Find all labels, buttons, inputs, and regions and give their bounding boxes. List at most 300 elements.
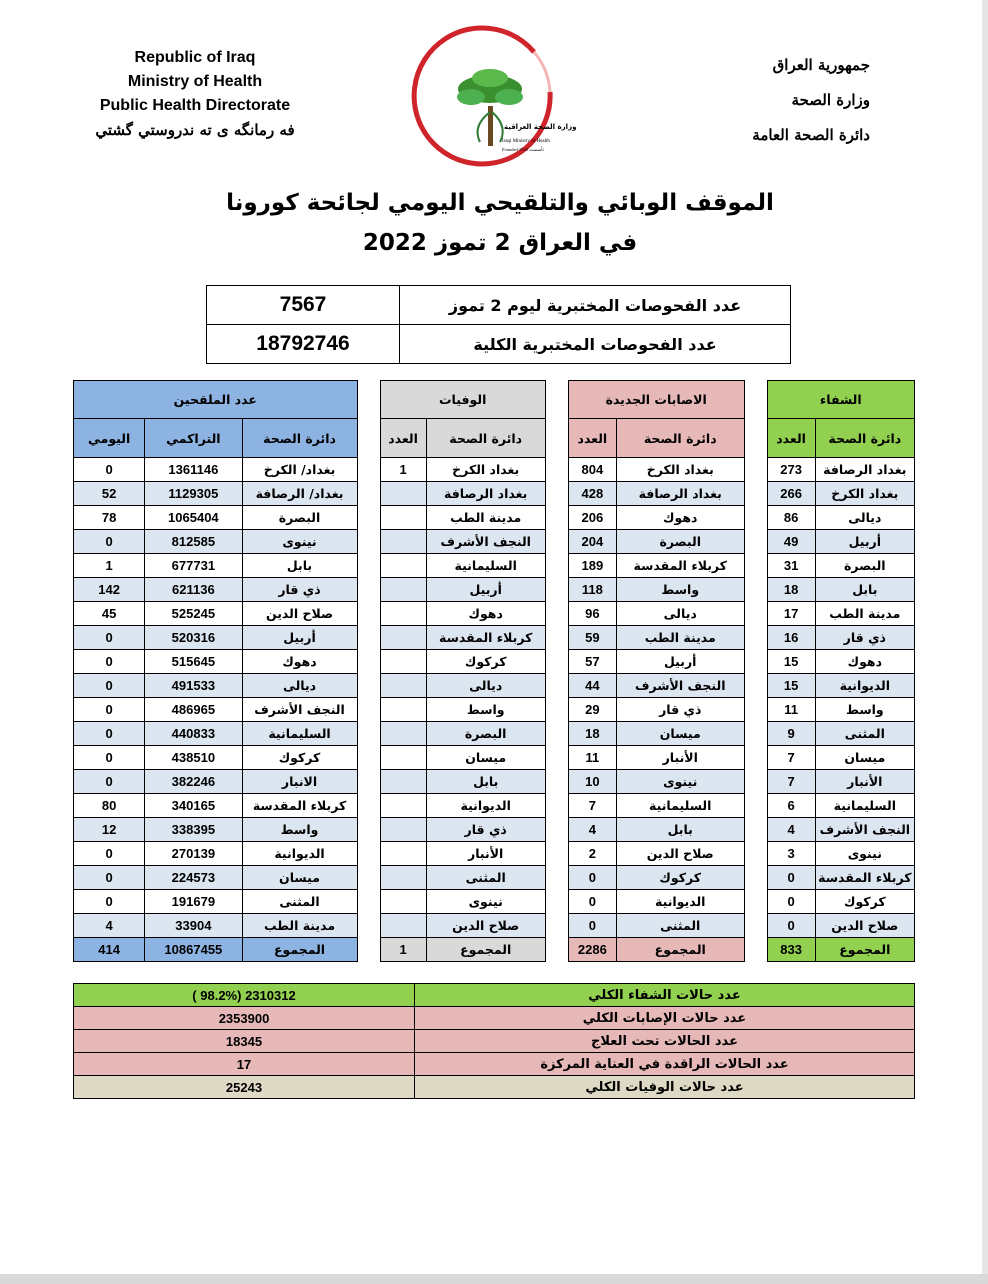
deaths-dept: البصرة bbox=[426, 722, 545, 746]
vacc-total-cumulative: 10867455 bbox=[145, 938, 242, 962]
cases-dept: السليمانية bbox=[616, 794, 744, 818]
table-row bbox=[74, 890, 915, 914]
column-gap bbox=[357, 746, 380, 770]
vacc-cumulative: 438510 bbox=[145, 746, 242, 770]
deaths-dept: بغداد الكرخ bbox=[426, 458, 545, 482]
deaths-count bbox=[380, 818, 426, 842]
column-gap bbox=[545, 866, 568, 890]
column-gap bbox=[545, 381, 568, 419]
column-gap bbox=[744, 554, 767, 578]
vacc-dept: النجف الأشرف bbox=[242, 698, 357, 722]
vacc-daily: 142 bbox=[74, 578, 145, 602]
summary-value: 2310312 (98.2% ) bbox=[74, 984, 415, 1007]
cases-count: 804 bbox=[568, 458, 616, 482]
deaths-dept: مدينة الطب bbox=[426, 506, 545, 530]
vacc-cumulative: 525245 bbox=[145, 602, 242, 626]
deaths-dept: ميسان bbox=[426, 746, 545, 770]
column-gap bbox=[744, 381, 767, 419]
cases-count: 2 bbox=[568, 842, 616, 866]
deaths-count bbox=[380, 794, 426, 818]
column-gap bbox=[744, 866, 767, 890]
deaths-count: 1 bbox=[380, 458, 426, 482]
col-recovery-dept: دائرة الصحة bbox=[815, 419, 914, 458]
summary-label: عدد الحالات الراقدة في العناية المركزة bbox=[415, 1053, 915, 1076]
recovery-dept: النجف الأشرف bbox=[815, 818, 914, 842]
logo-text-founded: Founded 1920 تأسست bbox=[502, 147, 544, 152]
summary-value: 2353900 bbox=[74, 1007, 415, 1030]
table-row bbox=[74, 650, 915, 674]
column-gap bbox=[545, 578, 568, 602]
recovery-dept: دهوك bbox=[815, 650, 914, 674]
deaths-count bbox=[380, 554, 426, 578]
deaths-count bbox=[380, 482, 426, 506]
cases-count: 10 bbox=[568, 770, 616, 794]
column-gap bbox=[744, 722, 767, 746]
header-ar-ministry: وزارة الصحة bbox=[791, 91, 870, 109]
section-new-cases: الاصابات الجديدة bbox=[568, 381, 744, 419]
table-row bbox=[74, 842, 915, 866]
column-gap bbox=[357, 650, 380, 674]
cases-count: 0 bbox=[568, 890, 616, 914]
recovery-count: 3 bbox=[767, 842, 815, 866]
table-row bbox=[74, 914, 915, 938]
table-row bbox=[74, 626, 915, 650]
vacc-daily: 0 bbox=[74, 674, 145, 698]
col-cases-dept: دائرة الصحة bbox=[616, 419, 744, 458]
deaths-count bbox=[380, 674, 426, 698]
page-edge bbox=[982, 0, 988, 1284]
deaths-dept: النجف الأشرف bbox=[426, 530, 545, 554]
table-row bbox=[74, 482, 915, 506]
recovery-count: 0 bbox=[767, 914, 815, 938]
column-gap bbox=[744, 506, 767, 530]
cases-count: 44 bbox=[568, 674, 616, 698]
summary-value: 25243 bbox=[74, 1076, 415, 1099]
cases-count: 0 bbox=[568, 866, 616, 890]
deaths-dept: بابل bbox=[426, 770, 545, 794]
column-gap bbox=[545, 602, 568, 626]
cases-dept: صلاح الدين bbox=[616, 842, 744, 866]
column-gap bbox=[545, 818, 568, 842]
vacc-dept: المثنى bbox=[242, 890, 357, 914]
table-row bbox=[74, 818, 915, 842]
cases-count: 18 bbox=[568, 722, 616, 746]
column-gap bbox=[357, 818, 380, 842]
table-row bbox=[74, 794, 915, 818]
column-gap bbox=[357, 482, 380, 506]
column-gap bbox=[545, 746, 568, 770]
cases-dept: كركوك bbox=[616, 866, 744, 890]
table-row bbox=[74, 674, 915, 698]
summary-label: عدد حالات الشفاء الكلي bbox=[415, 984, 915, 1007]
vacc-total-daily: 414 bbox=[74, 938, 145, 962]
column-gap bbox=[545, 890, 568, 914]
cases-count: 189 bbox=[568, 554, 616, 578]
cases-dept: أربيل bbox=[616, 650, 744, 674]
vacc-cumulative: 621136 bbox=[145, 578, 242, 602]
cases-total-value: 2286 bbox=[568, 938, 616, 962]
vacc-daily: 52 bbox=[74, 482, 145, 506]
vacc-dept: نينوى bbox=[242, 530, 357, 554]
summary-row bbox=[74, 1030, 915, 1053]
deaths-dept: نينوى bbox=[426, 890, 545, 914]
vacc-daily: 0 bbox=[74, 698, 145, 722]
vacc-daily: 0 bbox=[74, 458, 145, 482]
vacc-cumulative: 191679 bbox=[145, 890, 242, 914]
deaths-dept: المثنى bbox=[426, 866, 545, 890]
recovery-count: 0 bbox=[767, 890, 815, 914]
column-gap bbox=[744, 914, 767, 938]
vacc-daily: 12 bbox=[74, 818, 145, 842]
recovery-dept: السليمانية bbox=[815, 794, 914, 818]
recovery-count: 266 bbox=[767, 482, 815, 506]
cases-count: 428 bbox=[568, 482, 616, 506]
section-deaths: الوفيات bbox=[380, 381, 545, 419]
column-gap bbox=[357, 770, 380, 794]
cases-dept: النجف الأشرف bbox=[616, 674, 744, 698]
column-gap bbox=[744, 746, 767, 770]
vacc-cumulative: 515645 bbox=[145, 650, 242, 674]
vacc-dept: كربلاء المقدسة bbox=[242, 794, 357, 818]
column-gap bbox=[744, 698, 767, 722]
recovery-count: 11 bbox=[767, 698, 815, 722]
vacc-dept: ميسان bbox=[242, 866, 357, 890]
recovery-count: 0 bbox=[767, 866, 815, 890]
logo-text-arabic: وزارة الصحة العراقية bbox=[504, 123, 577, 131]
deaths-dept: الديوانية bbox=[426, 794, 545, 818]
column-gap bbox=[744, 578, 767, 602]
vacc-cumulative: 1361146 bbox=[145, 458, 242, 482]
column-gap bbox=[357, 722, 380, 746]
vacc-cumulative: 1129305 bbox=[145, 482, 242, 506]
cases-dept: دهوك bbox=[616, 506, 744, 530]
deaths-count bbox=[380, 914, 426, 938]
column-gap bbox=[744, 650, 767, 674]
vacc-dept: بابل bbox=[242, 554, 357, 578]
header-ar-republic: جمهورية العراق bbox=[772, 56, 870, 74]
tests-daily-value: 7567 bbox=[207, 286, 400, 325]
recovery-dept: ذي قار bbox=[815, 626, 914, 650]
vacc-dept: كركوك bbox=[242, 746, 357, 770]
vacc-cumulative: 33904 bbox=[145, 914, 242, 938]
vacc-cumulative: 486965 bbox=[145, 698, 242, 722]
cases-dept: الديوانية bbox=[616, 890, 744, 914]
cases-total-label: المجموع bbox=[616, 938, 744, 962]
deaths-dept: صلاح الدين bbox=[426, 914, 545, 938]
cases-dept: البصرة bbox=[616, 530, 744, 554]
column-gap bbox=[744, 419, 767, 458]
cases-count: 4 bbox=[568, 818, 616, 842]
recovery-dept: أربيل bbox=[815, 530, 914, 554]
vacc-daily: 0 bbox=[74, 650, 145, 674]
recovery-dept: واسط bbox=[815, 698, 914, 722]
column-gap bbox=[744, 818, 767, 842]
recovery-dept: المثنى bbox=[815, 722, 914, 746]
cases-dept: الأنبار bbox=[616, 746, 744, 770]
cases-count: 29 bbox=[568, 698, 616, 722]
column-gap bbox=[744, 626, 767, 650]
header-ar-directorate: دائرة الصحة العامة bbox=[752, 126, 870, 144]
column-gap bbox=[357, 578, 380, 602]
deaths-dept: ديالى bbox=[426, 674, 545, 698]
column-gap bbox=[357, 458, 380, 482]
vacc-daily: 0 bbox=[74, 866, 145, 890]
recovery-dept: الديوانية bbox=[815, 674, 914, 698]
table-row bbox=[74, 698, 915, 722]
cases-count: 57 bbox=[568, 650, 616, 674]
table-row bbox=[74, 530, 915, 554]
cases-dept: بغداد الكرخ bbox=[616, 458, 744, 482]
column-gap bbox=[744, 674, 767, 698]
header-ministry: Ministry of Health bbox=[127, 73, 263, 90]
deaths-count bbox=[380, 506, 426, 530]
vacc-daily: 0 bbox=[74, 890, 145, 914]
page-edge bbox=[0, 1274, 988, 1284]
deaths-count bbox=[380, 530, 426, 554]
cases-count: 0 bbox=[568, 914, 616, 938]
header-republic: Republic of Iraq bbox=[134, 49, 256, 66]
column-gap bbox=[744, 482, 767, 506]
recovery-dept: البصرة bbox=[815, 554, 914, 578]
column-gap bbox=[357, 419, 380, 458]
table-row bbox=[74, 554, 915, 578]
column-gap bbox=[545, 938, 568, 962]
table-row bbox=[74, 506, 915, 530]
recovery-count: 6 bbox=[767, 794, 815, 818]
vacc-daily: 80 bbox=[74, 794, 145, 818]
column-gap bbox=[357, 938, 380, 962]
column-gap bbox=[357, 914, 380, 938]
column-gap bbox=[545, 770, 568, 794]
vacc-daily: 0 bbox=[74, 626, 145, 650]
vacc-dept: مدينة الطب bbox=[242, 914, 357, 938]
deaths-dept: السليمانية bbox=[426, 554, 545, 578]
cases-count: 59 bbox=[568, 626, 616, 650]
page-title: الموقف الوبائي والتلقيحي اليومي لجائحة كورونا bbox=[226, 190, 774, 216]
vacc-dept: واسط bbox=[242, 818, 357, 842]
summary-table bbox=[73, 983, 915, 1099]
column-gap bbox=[545, 458, 568, 482]
deaths-count bbox=[380, 842, 426, 866]
column-gap bbox=[545, 506, 568, 530]
deaths-dept: الأنبار bbox=[426, 842, 545, 866]
cases-count: 118 bbox=[568, 578, 616, 602]
recovery-dept: صلاح الدين bbox=[815, 914, 914, 938]
column-gap bbox=[357, 506, 380, 530]
section-recovery: الشفاء bbox=[767, 381, 914, 419]
deaths-dept: ذي قار bbox=[426, 818, 545, 842]
col-vacc-cumulative: التراكمي bbox=[145, 419, 242, 458]
recovery-dept: نينوى bbox=[815, 842, 914, 866]
recovery-dept: بغداد الكرخ bbox=[815, 482, 914, 506]
header-english bbox=[80, 46, 310, 142]
cases-dept: ميسان bbox=[616, 722, 744, 746]
recovery-dept: ديالى bbox=[815, 506, 914, 530]
recovery-count: 17 bbox=[767, 602, 815, 626]
column-gap bbox=[357, 381, 380, 419]
page-subtitle: في العراق 2 تموز 2022 bbox=[362, 230, 638, 256]
vacc-dept: ذي قار bbox=[242, 578, 357, 602]
column-gap bbox=[744, 938, 767, 962]
deaths-dept: كربلاء المقدسة bbox=[426, 626, 545, 650]
vacc-dept: أربيل bbox=[242, 626, 357, 650]
ministry-logo bbox=[416, 34, 577, 174]
summary-value: 17 bbox=[74, 1053, 415, 1076]
cases-dept: واسط bbox=[616, 578, 744, 602]
table-row bbox=[74, 458, 915, 482]
vacc-cumulative: 812585 bbox=[145, 530, 242, 554]
table-row bbox=[74, 866, 915, 890]
summary-row bbox=[74, 1076, 915, 1099]
summary-label: عدد حالات الوفيات الكلي bbox=[415, 1076, 915, 1099]
deaths-count bbox=[380, 866, 426, 890]
column-gap bbox=[357, 530, 380, 554]
table-row bbox=[74, 746, 915, 770]
deaths-count bbox=[380, 578, 426, 602]
vacc-daily: 0 bbox=[74, 770, 145, 794]
vacc-daily: 0 bbox=[74, 530, 145, 554]
vacc-cumulative: 677731 bbox=[145, 554, 242, 578]
column-gap bbox=[357, 794, 380, 818]
table-row bbox=[74, 602, 915, 626]
recovery-total-label: المجموع bbox=[815, 938, 914, 962]
header-kurdish: فه رمانگه ى ته ندروستي گشتي bbox=[95, 121, 295, 139]
column-gap bbox=[357, 890, 380, 914]
tests-daily-label: عدد الفحوصات المختبرية ليوم 2 تموز bbox=[400, 286, 791, 325]
tests-row-total bbox=[207, 325, 791, 364]
column-gap bbox=[744, 770, 767, 794]
column-gap bbox=[744, 530, 767, 554]
recovery-count: 49 bbox=[767, 530, 815, 554]
recovery-dept: ميسان bbox=[815, 746, 914, 770]
vacc-dept: صلاح الدين bbox=[242, 602, 357, 626]
col-vacc-daily: اليومي bbox=[74, 419, 145, 458]
recovery-count: 86 bbox=[767, 506, 815, 530]
vacc-dept: دهوك bbox=[242, 650, 357, 674]
cases-dept: مدينة الطب bbox=[616, 626, 744, 650]
vacc-dept: بغداد/ الرصافة bbox=[242, 482, 357, 506]
table-row bbox=[74, 578, 915, 602]
recovery-count: 273 bbox=[767, 458, 815, 482]
recovery-count: 7 bbox=[767, 770, 815, 794]
vacc-daily: 78 bbox=[74, 506, 145, 530]
header-arabic bbox=[670, 48, 870, 153]
column-gap bbox=[545, 794, 568, 818]
cases-dept: ذي قار bbox=[616, 698, 744, 722]
vacc-cumulative: 440833 bbox=[145, 722, 242, 746]
summary-row bbox=[74, 1053, 915, 1076]
section-header-row bbox=[74, 381, 915, 419]
cases-count: 11 bbox=[568, 746, 616, 770]
vacc-cumulative: 382246 bbox=[145, 770, 242, 794]
vacc-daily: 45 bbox=[74, 602, 145, 626]
recovery-total-value: 833 bbox=[767, 938, 815, 962]
recovery-dept: بغداد الرصافة bbox=[815, 458, 914, 482]
daily-status-table bbox=[73, 380, 915, 962]
summary-row bbox=[74, 984, 915, 1007]
recovery-dept: كركوك bbox=[815, 890, 914, 914]
deaths-total-value: 1 bbox=[380, 938, 426, 962]
cases-count: 96 bbox=[568, 602, 616, 626]
deaths-dept: دهوك bbox=[426, 602, 545, 626]
vacc-cumulative: 224573 bbox=[145, 866, 242, 890]
column-gap bbox=[545, 650, 568, 674]
recovery-count: 16 bbox=[767, 626, 815, 650]
vacc-daily: 0 bbox=[74, 722, 145, 746]
totals-row bbox=[74, 938, 915, 962]
cases-dept: بابل bbox=[616, 818, 744, 842]
column-gap bbox=[357, 674, 380, 698]
deaths-count bbox=[380, 746, 426, 770]
recovery-dept: بابل bbox=[815, 578, 914, 602]
recovery-count: 9 bbox=[767, 722, 815, 746]
col-deaths-count: العدد bbox=[380, 419, 426, 458]
summary-label: عدد الحالات تحت العلاج bbox=[415, 1030, 915, 1053]
col-deaths-dept: دائرة الصحة bbox=[426, 419, 545, 458]
vacc-dept: السليمانية bbox=[242, 722, 357, 746]
cases-dept: نينوى bbox=[616, 770, 744, 794]
cases-count: 206 bbox=[568, 506, 616, 530]
column-gap bbox=[545, 530, 568, 554]
column-gap bbox=[545, 674, 568, 698]
column-gap bbox=[357, 554, 380, 578]
vacc-dept: البصرة bbox=[242, 506, 357, 530]
tests-row-daily bbox=[207, 286, 791, 325]
table-row bbox=[74, 770, 915, 794]
recovery-dept: كربلاء المقدسة bbox=[815, 866, 914, 890]
column-gap bbox=[545, 626, 568, 650]
recovery-count: 15 bbox=[767, 650, 815, 674]
tests-table bbox=[206, 285, 791, 364]
vacc-total-label: المجموع bbox=[242, 938, 357, 962]
deaths-count bbox=[380, 770, 426, 794]
vacc-dept: الديوانية bbox=[242, 842, 357, 866]
cases-dept: كربلاء المقدسة bbox=[616, 554, 744, 578]
column-gap bbox=[744, 602, 767, 626]
column-gap bbox=[744, 890, 767, 914]
recovery-count: 15 bbox=[767, 674, 815, 698]
recovery-count: 7 bbox=[767, 746, 815, 770]
recovery-dept: الأنبار bbox=[815, 770, 914, 794]
recovery-count: 31 bbox=[767, 554, 815, 578]
recovery-count: 4 bbox=[767, 818, 815, 842]
vacc-cumulative: 520316 bbox=[145, 626, 242, 650]
column-gap bbox=[545, 914, 568, 938]
column-gap bbox=[545, 419, 568, 458]
vacc-cumulative: 1065404 bbox=[145, 506, 242, 530]
vacc-daily: 0 bbox=[74, 746, 145, 770]
deaths-dept: كركوك bbox=[426, 650, 545, 674]
vacc-daily: 0 bbox=[74, 842, 145, 866]
vacc-dept: الانبار bbox=[242, 770, 357, 794]
column-gap bbox=[744, 842, 767, 866]
vacc-daily: 1 bbox=[74, 554, 145, 578]
column-header-row bbox=[74, 419, 915, 458]
cases-dept: ديالى bbox=[616, 602, 744, 626]
tests-total-value: 18792746 bbox=[207, 325, 400, 364]
col-vacc-dept: دائرة الصحة bbox=[242, 419, 357, 458]
deaths-count bbox=[380, 626, 426, 650]
column-gap bbox=[545, 842, 568, 866]
col-recovery-count: العدد bbox=[767, 419, 815, 458]
cases-dept: المثنى bbox=[616, 914, 744, 938]
deaths-total-label: المجموع bbox=[426, 938, 545, 962]
deaths-count bbox=[380, 650, 426, 674]
summary-label: عدد حالات الإصابات الكلي bbox=[415, 1007, 915, 1030]
column-gap bbox=[545, 722, 568, 746]
column-gap bbox=[744, 458, 767, 482]
vacc-cumulative: 340165 bbox=[145, 794, 242, 818]
